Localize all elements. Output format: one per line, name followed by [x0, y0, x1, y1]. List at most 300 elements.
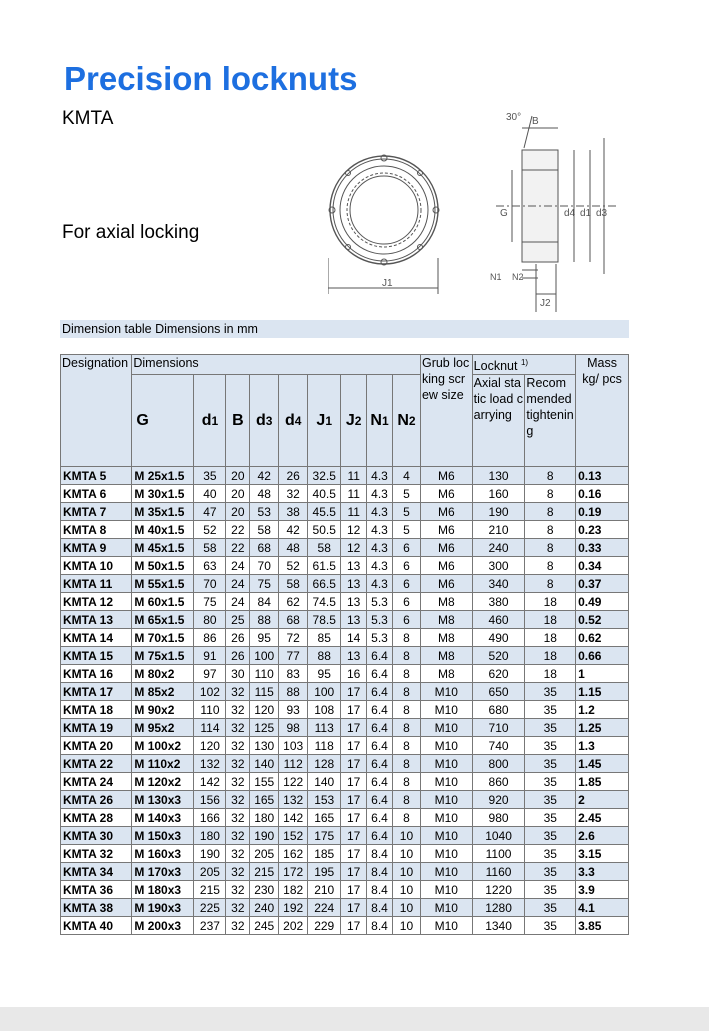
cell-axial-load: 490	[472, 629, 525, 647]
cell-d1: 63	[194, 557, 226, 575]
cell-tightening: 35	[525, 827, 576, 845]
cell-tightening: 8	[525, 557, 576, 575]
cell-d1: 35	[194, 467, 226, 485]
cell-mass: 3.15	[576, 845, 629, 863]
cell-mass: 0.19	[576, 503, 629, 521]
cell-d4: 112	[279, 755, 308, 773]
cell-j1: 113	[308, 719, 341, 737]
cell-b: 26	[226, 629, 250, 647]
cell-n1: 4.3	[367, 503, 393, 521]
cell-n2: 6	[392, 593, 420, 611]
dim-label-j2: J2	[540, 298, 551, 309]
cell-tightening: 8	[525, 539, 576, 557]
table-row	[61, 827, 629, 845]
cell-tightening: 8	[525, 467, 576, 485]
header-g: G	[132, 375, 194, 467]
cell-axial-load: 190	[472, 503, 525, 521]
header-tightening: Recommended tightening	[525, 375, 576, 467]
dim-label-n1: N1	[490, 272, 502, 282]
cell-j2: 13	[341, 647, 367, 665]
cell-grub-screw: M10	[420, 881, 472, 899]
table-row	[61, 701, 629, 719]
cell-d4: 122	[279, 773, 308, 791]
cell-axial-load: 210	[472, 521, 525, 539]
cell-n1: 6.4	[367, 737, 393, 755]
cell-d3: 48	[250, 485, 279, 503]
cell-designation: KMTA 6	[61, 485, 132, 503]
cell-j1: 224	[308, 899, 341, 917]
table-row	[61, 773, 629, 791]
dim-label-angle: 30°	[506, 112, 522, 123]
cell-designation: KMTA 13	[61, 611, 132, 629]
cell-thread-g: M 50x1.5	[132, 557, 194, 575]
cell-b: 32	[226, 845, 250, 863]
cell-mass: 3.9	[576, 881, 629, 899]
cell-thread-g: M 55x1.5	[132, 575, 194, 593]
header-axial-load: Axial static load carrying	[472, 375, 525, 467]
cell-n2: 10	[392, 899, 420, 917]
cell-d4: 68	[279, 611, 308, 629]
cell-designation: KMTA 11	[61, 575, 132, 593]
table-row	[61, 719, 629, 737]
cell-n1: 5.3	[367, 629, 393, 647]
footer-bar	[0, 1007, 709, 1031]
cell-d4: 42	[279, 521, 308, 539]
table-row	[61, 539, 629, 557]
cell-d4: 38	[279, 503, 308, 521]
cell-designation: KMTA 18	[61, 701, 132, 719]
cell-axial-load: 1280	[472, 899, 525, 917]
cell-designation: KMTA 28	[61, 809, 132, 827]
cell-mass: 1	[576, 665, 629, 683]
cell-mass: 0.37	[576, 575, 629, 593]
cell-axial-load: 160	[472, 485, 525, 503]
cell-d4: 88	[279, 683, 308, 701]
cell-d3: 240	[250, 899, 279, 917]
cell-thread-g: M 190x3	[132, 899, 194, 917]
header-d3: d3	[250, 375, 279, 467]
cell-j1: 50.5	[308, 521, 341, 539]
cell-n2: 5	[392, 503, 420, 521]
cell-d4: 83	[279, 665, 308, 683]
cell-thread-g: M 65x1.5	[132, 611, 194, 629]
cell-j1: 74.5	[308, 593, 341, 611]
cell-n1: 6.4	[367, 683, 393, 701]
cell-d3: 88	[250, 611, 279, 629]
cell-tightening: 35	[525, 791, 576, 809]
cell-grub-screw: M10	[420, 719, 472, 737]
cell-mass: 2	[576, 791, 629, 809]
header-dimensions: Dimensions	[132, 355, 421, 375]
table-row	[61, 575, 629, 593]
cell-designation: KMTA 34	[61, 863, 132, 881]
cell-d4: 58	[279, 575, 308, 593]
cell-j1: 118	[308, 737, 341, 755]
cell-tightening: 18	[525, 629, 576, 647]
cell-thread-g: M 60x1.5	[132, 593, 194, 611]
product-purpose: For axial locking	[62, 222, 200, 243]
cell-tightening: 8	[525, 575, 576, 593]
cell-b: 20	[226, 503, 250, 521]
cell-grub-screw: M8	[420, 593, 472, 611]
cell-thread-g: M 130x3	[132, 791, 194, 809]
cell-axial-load: 860	[472, 773, 525, 791]
header-designation: Designation	[61, 355, 132, 467]
cell-d1: 58	[194, 539, 226, 557]
cell-axial-load: 1040	[472, 827, 525, 845]
cell-d3: 125	[250, 719, 279, 737]
header-j1: J1	[308, 375, 341, 467]
cell-designation: KMTA 24	[61, 773, 132, 791]
dim-label-d1: d1	[580, 208, 592, 219]
cell-d3: 70	[250, 557, 279, 575]
cell-mass: 1.85	[576, 773, 629, 791]
cell-designation: KMTA 12	[61, 593, 132, 611]
cell-d3: 68	[250, 539, 279, 557]
cell-n1: 5.3	[367, 593, 393, 611]
cell-designation: KMTA 5	[61, 467, 132, 485]
table-row	[61, 629, 629, 647]
cell-grub-screw: M10	[420, 809, 472, 827]
cell-b: 25	[226, 611, 250, 629]
cell-d1: 75	[194, 593, 226, 611]
cell-tightening: 35	[525, 881, 576, 899]
cell-d3: 205	[250, 845, 279, 863]
cell-axial-load: 1220	[472, 881, 525, 899]
cell-tightening: 35	[525, 809, 576, 827]
cell-d3: 155	[250, 773, 279, 791]
cell-d4: 172	[279, 863, 308, 881]
cell-designation: KMTA 16	[61, 665, 132, 683]
cell-j1: 195	[308, 863, 341, 881]
cell-j2: 11	[341, 485, 367, 503]
cell-grub-screw: M10	[420, 917, 472, 935]
cell-n2: 8	[392, 701, 420, 719]
cell-d4: 162	[279, 845, 308, 863]
cell-j2: 17	[341, 917, 367, 935]
header-grub-screw: Grub locking screw size	[420, 355, 472, 467]
cell-designation: KMTA 17	[61, 683, 132, 701]
table-row	[61, 737, 629, 755]
cell-axial-load: 1340	[472, 917, 525, 935]
front-view-drawing	[328, 155, 439, 294]
cell-tightening: 35	[525, 719, 576, 737]
cell-d1: 205	[194, 863, 226, 881]
cell-j1: 185	[308, 845, 341, 863]
cell-tightening: 35	[525, 899, 576, 917]
cell-mass: 0.34	[576, 557, 629, 575]
cell-n1: 4.3	[367, 575, 393, 593]
cell-grub-screw: M10	[420, 701, 472, 719]
cell-d4: 48	[279, 539, 308, 557]
cell-grub-screw: M10	[420, 845, 472, 863]
cell-j2: 17	[341, 845, 367, 863]
cell-mass: 1.2	[576, 701, 629, 719]
cell-grub-screw: M8	[420, 665, 472, 683]
cell-designation: KMTA 36	[61, 881, 132, 899]
cell-mass: 0.49	[576, 593, 629, 611]
table-row	[61, 791, 629, 809]
cell-tightening: 18	[525, 611, 576, 629]
cell-mass: 4.1	[576, 899, 629, 917]
cell-b: 32	[226, 791, 250, 809]
header-locknut	[472, 355, 575, 375]
cell-d4: 182	[279, 881, 308, 899]
cell-n2: 10	[392, 863, 420, 881]
cell-designation: KMTA 22	[61, 755, 132, 773]
cell-d4: 103	[279, 737, 308, 755]
header-mass: Mass kg/ pcs	[576, 355, 629, 467]
cell-thread-g: M 110x2	[132, 755, 194, 773]
cell-axial-load: 130	[472, 467, 525, 485]
cell-thread-g: M 120x2	[132, 773, 194, 791]
cell-b: 30	[226, 665, 250, 683]
cell-thread-g: M 100x2	[132, 737, 194, 755]
cell-d4: 192	[279, 899, 308, 917]
cell-grub-screw: M10	[420, 899, 472, 917]
table-row	[61, 863, 629, 881]
cell-grub-screw: M10	[420, 863, 472, 881]
cell-j2: 12	[341, 521, 367, 539]
cell-n1: 4.3	[367, 521, 393, 539]
cell-d1: 156	[194, 791, 226, 809]
cell-designation: KMTA 8	[61, 521, 132, 539]
cell-j2: 17	[341, 791, 367, 809]
cell-designation: KMTA 9	[61, 539, 132, 557]
cell-b: 24	[226, 575, 250, 593]
cell-axial-load: 740	[472, 737, 525, 755]
cell-mass: 1.3	[576, 737, 629, 755]
cell-j1: 45.5	[308, 503, 341, 521]
cell-d3: 230	[250, 881, 279, 899]
cell-mass: 0.23	[576, 521, 629, 539]
table-row	[61, 881, 629, 899]
header-j2: J2	[341, 375, 367, 467]
table-row	[61, 845, 629, 863]
cell-n1: 6.4	[367, 719, 393, 737]
cell-d3: 115	[250, 683, 279, 701]
cell-axial-load: 520	[472, 647, 525, 665]
cell-grub-screw: M8	[420, 647, 472, 665]
cell-d1: 132	[194, 755, 226, 773]
cell-tightening: 18	[525, 665, 576, 683]
cell-designation: KMTA 20	[61, 737, 132, 755]
cell-designation: KMTA 40	[61, 917, 132, 935]
cell-n2: 10	[392, 827, 420, 845]
cell-n2: 6	[392, 557, 420, 575]
cell-thread-g: M 150x3	[132, 827, 194, 845]
cell-j2: 13	[341, 575, 367, 593]
cell-b: 20	[226, 467, 250, 485]
cell-j2: 14	[341, 629, 367, 647]
cell-grub-screw: M6	[420, 557, 472, 575]
cell-n1: 8.4	[367, 899, 393, 917]
cell-n1: 6.4	[367, 827, 393, 845]
cell-d3: 215	[250, 863, 279, 881]
cell-d3: 245	[250, 917, 279, 935]
cell-n2: 8	[392, 647, 420, 665]
cell-mass: 0.66	[576, 647, 629, 665]
section-title: Dimension table Dimensions in mm	[60, 320, 629, 338]
cell-grub-screw: M6	[420, 575, 472, 593]
cell-b: 22	[226, 521, 250, 539]
cell-j1: 78.5	[308, 611, 341, 629]
table-row	[61, 917, 629, 935]
cell-b: 32	[226, 719, 250, 737]
cell-axial-load: 680	[472, 701, 525, 719]
cell-n2: 10	[392, 845, 420, 863]
header-n1: N1	[367, 375, 393, 467]
cell-j1: 40.5	[308, 485, 341, 503]
cell-d4: 202	[279, 917, 308, 935]
cell-tightening: 35	[525, 683, 576, 701]
header-locknut-label: Locknut	[473, 359, 518, 374]
header-d1: d1	[194, 375, 226, 467]
cell-d1: 225	[194, 899, 226, 917]
cell-b: 32	[226, 827, 250, 845]
cell-j1: 58	[308, 539, 341, 557]
cell-d3: 75	[250, 575, 279, 593]
cell-tightening: 35	[525, 737, 576, 755]
cell-j2: 13	[341, 611, 367, 629]
cell-n2: 10	[392, 881, 420, 899]
cell-d4: 93	[279, 701, 308, 719]
cell-j2: 17	[341, 773, 367, 791]
dim-label-n2: N2	[512, 272, 524, 282]
cell-mass: 0.33	[576, 539, 629, 557]
cell-grub-screw: M6	[420, 539, 472, 557]
cell-grub-screw: M10	[420, 773, 472, 791]
cell-designation: KMTA 38	[61, 899, 132, 917]
cell-d1: 166	[194, 809, 226, 827]
cell-j1: 88	[308, 647, 341, 665]
cell-n2: 5	[392, 521, 420, 539]
cell-grub-screw: M8	[420, 611, 472, 629]
cell-n1: 6.4	[367, 665, 393, 683]
table-row	[61, 467, 629, 485]
cell-b: 32	[226, 881, 250, 899]
cell-grub-screw: M10	[420, 683, 472, 701]
cell-designation: KMTA 26	[61, 791, 132, 809]
cell-grub-screw: M10	[420, 755, 472, 773]
cell-d4: 72	[279, 629, 308, 647]
cell-j2: 17	[341, 755, 367, 773]
cell-d3: 130	[250, 737, 279, 755]
cell-n1: 6.4	[367, 755, 393, 773]
cell-n2: 8	[392, 809, 420, 827]
cell-j1: 85	[308, 629, 341, 647]
cell-axial-load: 800	[472, 755, 525, 773]
cell-j1: 32.5	[308, 467, 341, 485]
cell-n1: 4.3	[367, 557, 393, 575]
cell-j1: 66.5	[308, 575, 341, 593]
cell-thread-g: M 170x3	[132, 863, 194, 881]
header-b: B	[226, 375, 250, 467]
cell-j1: 140	[308, 773, 341, 791]
cell-d4: 77	[279, 647, 308, 665]
dim-label-g: G	[500, 208, 508, 219]
cell-j2: 17	[341, 809, 367, 827]
cell-axial-load: 240	[472, 539, 525, 557]
cell-j1: 175	[308, 827, 341, 845]
cell-thread-g: M 160x3	[132, 845, 194, 863]
table-row	[61, 899, 629, 917]
cell-d4: 152	[279, 827, 308, 845]
cell-axial-load: 460	[472, 611, 525, 629]
cell-b: 32	[226, 755, 250, 773]
table-row	[61, 503, 629, 521]
cell-d4: 132	[279, 791, 308, 809]
table-row	[61, 665, 629, 683]
cell-j1: 210	[308, 881, 341, 899]
cell-b: 24	[226, 557, 250, 575]
cell-grub-screw: M10	[420, 737, 472, 755]
cell-d3: 53	[250, 503, 279, 521]
cell-b: 26	[226, 647, 250, 665]
cell-grub-screw: M6	[420, 467, 472, 485]
cell-d3: 58	[250, 521, 279, 539]
cell-b: 24	[226, 593, 250, 611]
cell-d1: 142	[194, 773, 226, 791]
cell-n2: 6	[392, 611, 420, 629]
cell-d1: 190	[194, 845, 226, 863]
cell-mass: 3.3	[576, 863, 629, 881]
cell-n1: 6.4	[367, 647, 393, 665]
cell-j1: 108	[308, 701, 341, 719]
cell-n1: 8.4	[367, 881, 393, 899]
cell-d3: 165	[250, 791, 279, 809]
cell-axial-load: 380	[472, 593, 525, 611]
cell-tightening: 8	[525, 503, 576, 521]
cell-tightening: 35	[525, 863, 576, 881]
cell-j1: 165	[308, 809, 341, 827]
cell-grub-screw: M6	[420, 485, 472, 503]
cell-d1: 86	[194, 629, 226, 647]
cell-n1: 6.4	[367, 773, 393, 791]
cell-axial-load: 650	[472, 683, 525, 701]
cell-n1: 4.3	[367, 485, 393, 503]
cell-b: 32	[226, 701, 250, 719]
cell-designation: KMTA 32	[61, 845, 132, 863]
cell-thread-g: M 80x2	[132, 665, 194, 683]
cell-n2: 8	[392, 791, 420, 809]
cell-d3: 140	[250, 755, 279, 773]
cell-tightening: 18	[525, 647, 576, 665]
cell-grub-screw: M10	[420, 791, 472, 809]
cell-n2: 8	[392, 755, 420, 773]
cell-thread-g: M 90x2	[132, 701, 194, 719]
cell-j2: 11	[341, 503, 367, 521]
cell-mass: 0.52	[576, 611, 629, 629]
dim-label-d4: d4	[564, 208, 576, 219]
cell-thread-g: M 85x2	[132, 683, 194, 701]
cell-j2: 17	[341, 827, 367, 845]
cell-tightening: 8	[525, 485, 576, 503]
cell-thread-g: M 45x1.5	[132, 539, 194, 557]
table-row	[61, 683, 629, 701]
cell-thread-g: M 180x3	[132, 881, 194, 899]
cell-axial-load: 300	[472, 557, 525, 575]
table-row	[61, 485, 629, 503]
cell-n2: 4	[392, 467, 420, 485]
cell-tightening: 35	[525, 845, 576, 863]
table-row	[61, 593, 629, 611]
cell-mass: 2.6	[576, 827, 629, 845]
table-row	[61, 557, 629, 575]
cell-tightening: 35	[525, 773, 576, 791]
technical-drawing	[328, 108, 628, 314]
cell-tightening: 8	[525, 521, 576, 539]
